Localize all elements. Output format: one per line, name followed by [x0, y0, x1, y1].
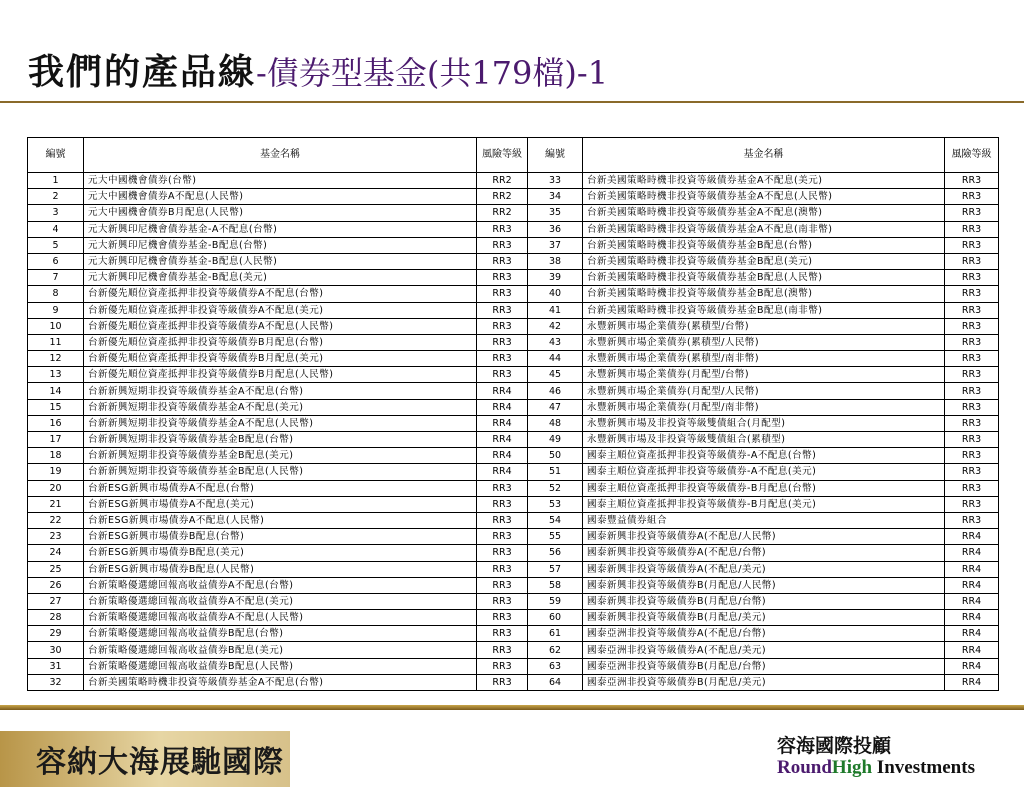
cell-number: 46	[528, 383, 583, 399]
page-title-sub: -債券型基金(共179檔)-1	[256, 54, 609, 92]
slogan-banner	[0, 731, 290, 787]
cell-risk-level: RR3	[945, 399, 999, 415]
cell-fund-name: 國泰新興非投資等級債券B(月配息/人民幣)	[583, 577, 945, 593]
cell-number: 8	[28, 286, 84, 302]
cell-risk-level: RR3	[477, 367, 528, 383]
cell-risk-level: RR4	[945, 593, 999, 609]
cell-number: 47	[528, 399, 583, 415]
cell-number: 54	[528, 512, 583, 528]
cell-number: 18	[28, 448, 84, 464]
table-body	[28, 173, 999, 691]
cell-fund-name: 台新優先順位資產抵押非投資等級債券A不配息(人民幣)	[84, 318, 477, 334]
cell-risk-level: RR3	[477, 610, 528, 626]
table-row	[28, 286, 999, 302]
cell-fund-name: 台新新興短期非投資等級債券基金B配息(美元)	[84, 448, 477, 464]
table-row	[28, 415, 999, 431]
cell-number: 48	[528, 415, 583, 431]
cell-fund-name: 台新策略優選總回報高收益債券B配息(人民幣)	[84, 658, 477, 674]
cell-number: 10	[28, 318, 84, 334]
cell-fund-name: 國泰主順位資產抵押非投資等級債券-B月配息(美元)	[583, 496, 945, 512]
cell-fund-name: 台新優先順位資產抵押非投資等級債券A不配息(台幣)	[84, 286, 477, 302]
cell-fund-name: 國泰主順位資產抵押非投資等級債券-B月配息(台幣)	[583, 480, 945, 496]
table-row	[28, 512, 999, 528]
cell-fund-name: 永豐新興市場企業債券(累積型/人民幣)	[583, 334, 945, 350]
cell-risk-level: RR3	[477, 480, 528, 496]
cell-risk-level: RR4	[945, 674, 999, 690]
cell-fund-name: 台新策略優選總回報高收益債券A不配息(人民幣)	[84, 610, 477, 626]
cell-fund-name: 台新ESG新興市場債券A不配息(台幣)	[84, 480, 477, 496]
cell-fund-name: 台新美國策略時機非投資等級債券基金A不配息(南非幣)	[583, 221, 945, 237]
cell-fund-name: 國泰豐益債券組合	[583, 512, 945, 528]
table-row	[28, 189, 999, 205]
table-row	[28, 496, 999, 512]
cell-risk-level: RR3	[477, 626, 528, 642]
cell-number: 27	[28, 593, 84, 609]
col-header-number: 編號	[528, 138, 583, 173]
cell-risk-level: RR4	[477, 432, 528, 448]
table-row	[28, 626, 999, 642]
cell-number: 19	[28, 464, 84, 480]
cell-risk-level: RR3	[945, 237, 999, 253]
cell-fund-name: 台新策略優選總回報高收益債券A不配息(台幣)	[84, 577, 477, 593]
cell-number: 58	[528, 577, 583, 593]
cell-risk-level: RR3	[477, 674, 528, 690]
cell-number: 9	[28, 302, 84, 318]
cell-fund-name: 國泰主順位資產抵押非投資等級債券-A不配息(台幣)	[583, 448, 945, 464]
cell-fund-name: 台新美國策略時機非投資等級債券基金B配息(澳幣)	[583, 286, 945, 302]
cell-risk-level: RR3	[945, 512, 999, 528]
cell-fund-name: 國泰亞洲非投資等級債券A(不配息/美元)	[583, 642, 945, 658]
cell-number: 44	[528, 351, 583, 367]
cell-number: 24	[28, 545, 84, 561]
cell-number: 3	[28, 205, 84, 221]
slogan-text: 容納大海展馳國際	[36, 745, 284, 780]
cell-fund-name: 台新新興短期非投資等級債券基金A不配息(美元)	[84, 399, 477, 415]
cell-number: 50	[528, 448, 583, 464]
cell-fund-name: 台新ESG新興市場債券B配息(人民幣)	[84, 561, 477, 577]
cell-fund-name: 台新ESG新興市場債券A不配息(人民幣)	[84, 512, 477, 528]
cell-number: 34	[528, 189, 583, 205]
cell-risk-level: RR3	[945, 270, 999, 286]
table-row	[28, 383, 999, 399]
col-header-number: 編號	[28, 138, 84, 173]
table-row	[28, 367, 999, 383]
cell-number: 35	[528, 205, 583, 221]
cell-risk-level: RR3	[477, 221, 528, 237]
cell-risk-level: RR3	[945, 464, 999, 480]
cell-number: 15	[28, 399, 84, 415]
table-row	[28, 610, 999, 626]
cell-risk-level: RR4	[945, 561, 999, 577]
cell-number: 53	[528, 496, 583, 512]
cell-fund-name: 國泰新興非投資等級債券A(不配息/美元)	[583, 561, 945, 577]
cell-risk-level: RR3	[945, 173, 999, 189]
table-row	[28, 658, 999, 674]
cell-fund-name: 國泰亞洲非投資等級債券B(月配息/美元)	[583, 674, 945, 690]
cell-fund-name: 國泰新興非投資等級債券B(月配息/台幣)	[583, 593, 945, 609]
cell-fund-name: 台新美國策略時機非投資等級債券基金A不配息(美元)	[583, 173, 945, 189]
cell-number: 6	[28, 253, 84, 269]
cell-number: 60	[528, 610, 583, 626]
table-row	[28, 448, 999, 464]
table-row	[28, 399, 999, 415]
cell-number: 45	[528, 367, 583, 383]
company-name-cn: 容海國際投顧	[777, 735, 892, 757]
cell-risk-level: RR3	[945, 334, 999, 350]
cell-risk-level: RR3	[477, 334, 528, 350]
cell-number: 51	[528, 464, 583, 480]
fund-table	[27, 137, 999, 691]
table-row	[28, 270, 999, 286]
cell-risk-level: RR3	[477, 529, 528, 545]
cell-fund-name: 台新美國策略時機非投資等級債券基金A不配息(台幣)	[84, 674, 477, 690]
cell-risk-level: RR4	[945, 577, 999, 593]
table-row	[28, 221, 999, 237]
cell-risk-level: RR3	[945, 432, 999, 448]
cell-number: 1	[28, 173, 84, 189]
cell-fund-name: 台新美國策略時機非投資等級債券基金B配息(人民幣)	[583, 270, 945, 286]
cell-number: 55	[528, 529, 583, 545]
table-row	[28, 253, 999, 269]
cell-risk-level: RR3	[477, 496, 528, 512]
page-title	[28, 44, 608, 94]
cell-number: 36	[528, 221, 583, 237]
cell-number: 5	[28, 237, 84, 253]
cell-number: 61	[528, 626, 583, 642]
cell-number: 42	[528, 318, 583, 334]
cell-fund-name: 台新策略優選總回報高收益債券B配息(台幣)	[84, 626, 477, 642]
cell-risk-level: RR3	[945, 351, 999, 367]
cell-fund-name: 元大新興印尼機會債券基金-B配息(台幣)	[84, 237, 477, 253]
cell-risk-level: RR2	[477, 189, 528, 205]
cell-risk-level: RR3	[945, 286, 999, 302]
cell-risk-level: RR4	[945, 626, 999, 642]
cell-risk-level: RR4	[477, 399, 528, 415]
table-row	[28, 318, 999, 334]
cell-risk-level: RR3	[477, 658, 528, 674]
cell-fund-name: 元大中國機會債券A不配息(人民幣)	[84, 189, 477, 205]
cell-fund-name: 台新優先順位資產抵押非投資等級債券B月配息(人民幣)	[84, 367, 477, 383]
cell-fund-name: 台新優先順位資產抵押非投資等級債券B月配息(台幣)	[84, 334, 477, 350]
cell-fund-name: 元大新興印尼機會債券基金-B配息(人民幣)	[84, 253, 477, 269]
cell-fund-name: 永豐新興市場企業債券(月配型/人民幣)	[583, 383, 945, 399]
cell-number: 32	[28, 674, 84, 690]
brand-high: High	[831, 757, 873, 778]
cell-number: 37	[528, 237, 583, 253]
table-row	[28, 545, 999, 561]
cell-risk-level: RR3	[945, 383, 999, 399]
cell-risk-level: RR3	[477, 577, 528, 593]
cell-fund-name: 元大新興印尼機會債券基金-A不配息(台幣)	[84, 221, 477, 237]
cell-number: 23	[28, 529, 84, 545]
cell-number: 22	[28, 512, 84, 528]
cell-risk-level: RR4	[945, 529, 999, 545]
cell-fund-name: 永豐新興市場及非投資等級雙債組合(月配型)	[583, 415, 945, 431]
cell-risk-level: RR4	[477, 448, 528, 464]
table-header-row	[28, 138, 999, 173]
cell-number: 63	[528, 658, 583, 674]
cell-fund-name: 國泰新興非投資等級債券B(月配息/美元)	[583, 610, 945, 626]
table-row	[28, 561, 999, 577]
cell-number: 57	[528, 561, 583, 577]
cell-risk-level: RR4	[477, 464, 528, 480]
col-header-fund-name: 基金名稱	[583, 138, 945, 173]
cell-number: 40	[528, 286, 583, 302]
cell-fund-name: 國泰新興非投資等級債券A(不配息/台幣)	[583, 545, 945, 561]
cell-risk-level: RR3	[477, 512, 528, 528]
cell-fund-name: 元大中國機會債券B月配息(人民幣)	[84, 205, 477, 221]
table-row	[28, 432, 999, 448]
cell-risk-level: RR4	[945, 545, 999, 561]
table-row	[28, 593, 999, 609]
cell-fund-name: 台新美國策略時機非投資等級債券基金B配息(台幣)	[583, 237, 945, 253]
cell-number: 26	[28, 577, 84, 593]
cell-risk-level: RR3	[945, 253, 999, 269]
page-title-main: 我們的產品線	[28, 51, 257, 93]
cell-risk-level: RR4	[477, 415, 528, 431]
table-row	[28, 205, 999, 221]
cell-fund-name: 永豐新興市場企業債券(月配型/南非幣)	[583, 399, 945, 415]
cell-number: 2	[28, 189, 84, 205]
table-row	[28, 577, 999, 593]
cell-fund-name: 台新ESG新興市場債券B配息(台幣)	[84, 529, 477, 545]
cell-fund-name: 台新美國策略時機非投資等級債券基金B配息(美元)	[583, 253, 945, 269]
cell-fund-name: 永豐新興市場企業債券(累積型/台幣)	[583, 318, 945, 334]
cell-fund-name: 永豐新興市場企業債券(月配型/台幣)	[583, 367, 945, 383]
header-divider	[0, 101, 1024, 103]
cell-risk-level: RR4	[945, 610, 999, 626]
cell-risk-level: RR3	[477, 593, 528, 609]
cell-number: 20	[28, 480, 84, 496]
company-name-en	[777, 757, 975, 779]
cell-risk-level: RR4	[945, 642, 999, 658]
table-row	[28, 642, 999, 658]
cell-number: 41	[528, 302, 583, 318]
cell-risk-level: RR3	[945, 302, 999, 318]
cell-risk-level: RR3	[945, 318, 999, 334]
cell-risk-level: RR3	[477, 237, 528, 253]
cell-fund-name: 元大新興印尼機會債券基金-B配息(美元)	[84, 270, 477, 286]
table-row	[28, 529, 999, 545]
cell-fund-name: 台新美國策略時機非投資等級債券基金B配息(南非幣)	[583, 302, 945, 318]
cell-risk-level: RR3	[945, 480, 999, 496]
cell-number: 38	[528, 253, 583, 269]
table-row	[28, 237, 999, 253]
cell-risk-level: RR3	[477, 286, 528, 302]
cell-number: 16	[28, 415, 84, 431]
table-row	[28, 464, 999, 480]
cell-fund-name: 國泰亞洲非投資等級債券B(月配息/台幣)	[583, 658, 945, 674]
cell-fund-name: 台新新興短期非投資等級債券基金B配息(人民幣)	[84, 464, 477, 480]
cell-fund-name: 永豐新興市場企業債券(累積型/南非幣)	[583, 351, 945, 367]
cell-risk-level: RR4	[477, 383, 528, 399]
cell-fund-name: 永豐新興市場及非投資等級雙債組合(累積型)	[583, 432, 945, 448]
cell-number: 14	[28, 383, 84, 399]
cell-number: 56	[528, 545, 583, 561]
cell-number: 12	[28, 351, 84, 367]
cell-risk-level: RR3	[945, 448, 999, 464]
cell-number: 21	[28, 496, 84, 512]
cell-number: 13	[28, 367, 84, 383]
cell-risk-level: RR3	[945, 415, 999, 431]
cell-risk-level: RR2	[477, 173, 528, 189]
cell-risk-level: RR3	[477, 253, 528, 269]
cell-fund-name: 台新美國策略時機非投資等級債券基金A不配息(澳幣)	[583, 205, 945, 221]
cell-number: 25	[28, 561, 84, 577]
cell-number: 62	[528, 642, 583, 658]
cell-number: 31	[28, 658, 84, 674]
cell-fund-name: 台新優先順位資產抵押非投資等級債券A不配息(美元)	[84, 302, 477, 318]
cell-risk-level: RR3	[477, 545, 528, 561]
table-row	[28, 173, 999, 189]
cell-number: 11	[28, 334, 84, 350]
cell-risk-level: RR3	[945, 189, 999, 205]
cell-number: 7	[28, 270, 84, 286]
cell-risk-level: RR4	[945, 658, 999, 674]
cell-number: 28	[28, 610, 84, 626]
cell-number: 30	[28, 642, 84, 658]
cell-risk-level: RR3	[945, 496, 999, 512]
cell-fund-name: 台新優先順位資產抵押非投資等級債券B月配息(美元)	[84, 351, 477, 367]
cell-number: 59	[528, 593, 583, 609]
cell-fund-name: 元大中國機會債券(台幣)	[84, 173, 477, 189]
cell-number: 29	[28, 626, 84, 642]
cell-number: 17	[28, 432, 84, 448]
cell-fund-name: 台新ESG新興市場債券A不配息(美元)	[84, 496, 477, 512]
brand-investments: Investments	[872, 757, 975, 778]
cell-number: 33	[528, 173, 583, 189]
cell-number: 64	[528, 674, 583, 690]
table-row	[28, 480, 999, 496]
cell-fund-name: 台新新興短期非投資等級債券基金B配息(台幣)	[84, 432, 477, 448]
cell-fund-name: 國泰主順位資產抵押非投資等級債券-A不配息(美元)	[583, 464, 945, 480]
cell-fund-name: 台新策略優選總回報高收益債券A不配息(美元)	[84, 593, 477, 609]
cell-risk-level: RR3	[477, 302, 528, 318]
cell-fund-name: 台新新興短期非投資等級債券基金A不配息(人民幣)	[84, 415, 477, 431]
cell-risk-level: RR3	[945, 205, 999, 221]
table-row	[28, 334, 999, 350]
cell-fund-name: 台新新興短期非投資等級債券基金A不配息(台幣)	[84, 383, 477, 399]
table-row	[28, 351, 999, 367]
cell-number: 52	[528, 480, 583, 496]
cell-fund-name: 台新ESG新興市場債券B配息(美元)	[84, 545, 477, 561]
footer-divider	[0, 705, 1024, 710]
cell-risk-level: RR3	[945, 367, 999, 383]
col-header-risk-level: 風險等級	[945, 138, 999, 173]
cell-risk-level: RR2	[477, 205, 528, 221]
cell-number: 43	[528, 334, 583, 350]
cell-number: 4	[28, 221, 84, 237]
cell-risk-level: RR3	[477, 318, 528, 334]
cell-risk-level: RR3	[477, 270, 528, 286]
cell-fund-name: 國泰新興非投資等級債券A(不配息/人民幣)	[583, 529, 945, 545]
cell-fund-name: 台新美國策略時機非投資等級債券基金A不配息(人民幣)	[583, 189, 945, 205]
col-header-risk-level: 風險等級	[477, 138, 528, 173]
cell-risk-level: RR3	[477, 642, 528, 658]
col-header-fund-name: 基金名稱	[84, 138, 477, 173]
cell-risk-level: RR3	[945, 221, 999, 237]
table-row	[28, 302, 999, 318]
brand-round: Round	[777, 757, 832, 778]
table-row	[28, 674, 999, 690]
cell-number: 49	[528, 432, 583, 448]
cell-fund-name: 國泰亞洲非投資等級債券A(不配息/台幣)	[583, 626, 945, 642]
cell-fund-name: 台新策略優選總回報高收益債券B配息(美元)	[84, 642, 477, 658]
cell-risk-level: RR3	[477, 561, 528, 577]
cell-risk-level: RR3	[477, 351, 528, 367]
cell-number: 39	[528, 270, 583, 286]
